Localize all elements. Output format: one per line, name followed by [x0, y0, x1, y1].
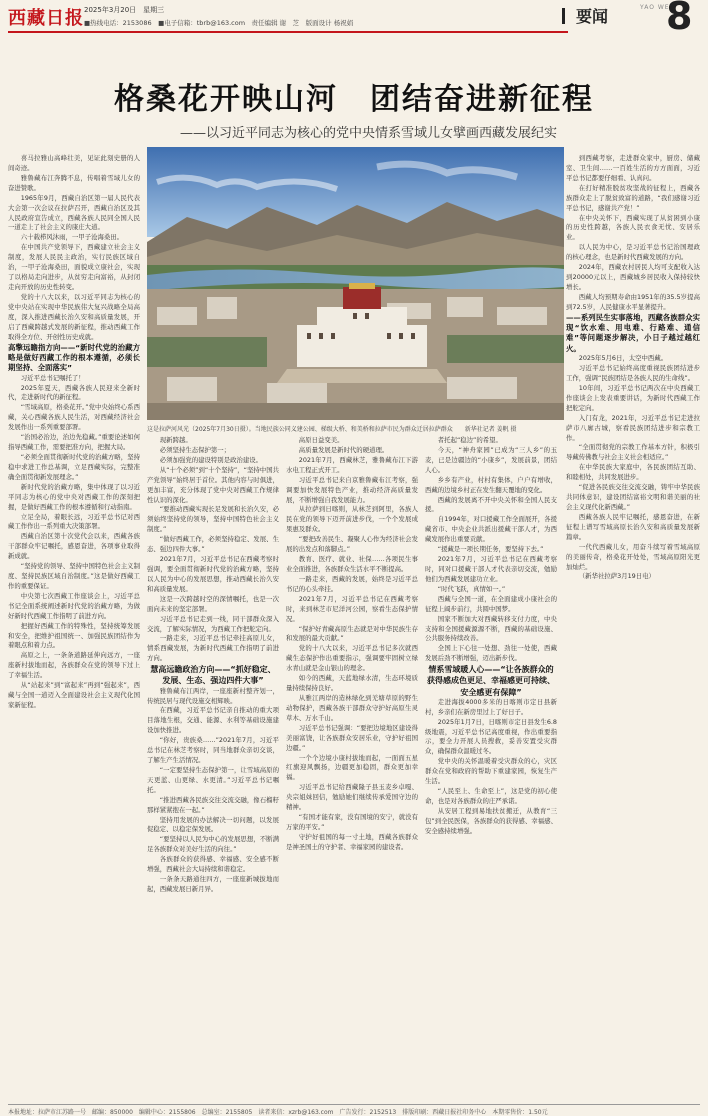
body-paragraph: 全国上下心往一处想、劲往一处使，西藏发展后劲不断增强，迈出新步伐。 [425, 644, 557, 663]
body-paragraph: 国家不断加大对西藏转移支付力度，中央支持和全国援藏源源不断，西藏的基础设施、公共服务持续改善。 [425, 614, 557, 643]
body-paragraph: “做好西藏工作，必须坚持稳定、发展、生态、强边四件大事。” [147, 535, 279, 554]
body-paragraph: 现新跨越。 [159, 436, 192, 444]
body-paragraph: 守护好祖国的每一寸土地，西藏各族群众是神圣国土的守护者、幸福家园的建设者。 [286, 832, 418, 851]
body-paragraph: 西藏的发展离不开中央关怀和全国人民支援。 [425, 495, 557, 514]
body-paragraph: “坚持党的领导、坚持中国特色社会主义制度、坚持民族区域自治制度。”这是做好西藏工作的重要保证。 [8, 562, 140, 590]
body-paragraph: 从安居工程到易地扶贫搬迁，从教育“三包”到全民医保，各族群众的获得感、幸福感、安全感持续增强。 [425, 806, 557, 835]
body-paragraph: 习近平总书记给西藏隆子县玉麦乡卓嘎、央宗姐妹回信，勉励她们继续传承爱国守边的精神。 [286, 783, 418, 812]
body-paragraph: 习近平总书记嘱托了！ [20, 373, 85, 382]
masthead-rule [8, 31, 568, 33]
body-paragraph: 必须坚持生态保护第一； [159, 445, 231, 454]
section-heading: ——系列民生实事落地，西藏各族群众实现“饮水难、用电难、行路难、通信难”等问题逐步解决，小日子越过越红火。 [566, 312, 700, 353]
body-paragraph: “保护好青藏高原生态就是对中华民族生存和发展的最大贡献。” [286, 624, 418, 643]
body-paragraph: 各族群众的获得感、幸福感、安全感不断增强，西藏社会大局持续和谐稳定。 [147, 855, 279, 874]
body-paragraph: 一个个边境小康村拔地而起，一面面五星红旗迎风飘扬，边疆更加稳固，群众更加幸福。 [286, 753, 418, 782]
body-paragraph: 入门有龙，2021年，习近平总书记走进拉萨市八廓古城，察看民族团结进步和宗教工作。 [566, 413, 700, 442]
body-paragraph: 中央第七次西藏工作座谈会上，习近平总书记全面系统阐述新时代党的治藏方略，为做好新时代西藏工作指明了前进方向。 [8, 591, 140, 620]
body-paragraph: 以人民为中心，是习近平总书记治国理政的核心理念，也是新时代西藏发展的方向。 [566, 243, 700, 262]
body-paragraph: “人民至上、生命至上”，这是党的初心使命，也是对各族群众的庄严承诺。 [425, 787, 557, 805]
body-paragraph: “要坚持以人民为中心的发展思想，不断满足各族群众对美好生活的向往。” [147, 835, 279, 854]
body-paragraph: 高质量发展是新时代的硬道理。 [298, 445, 389, 454]
body-paragraph: 从拉萨到日喀则，从林芝到阿里，各族人民在党的领导下迈开前进步伐，一个个发展成果惠及群众。 [286, 505, 418, 534]
body-paragraph: 从“十个必须”到“十个坚持”，“坚持中国共产党领导”始终居于首位。其他内容与时俱进，更加丰富，充分体现了党中央对西藏工作规律性认识的深化。 [147, 465, 279, 504]
body-paragraph: 坚持用发展的办法解决一切问题，以发展促稳定、以稳定保发展。 [147, 815, 279, 834]
body-paragraph: 雅鲁藏布江奔腾不息，传唱着雪域儿女的奋进赞歌。 [8, 173, 140, 192]
masthead [0, 0, 708, 40]
body-paragraph: 习近平总书记走到一线，同干部群众深入交流，了解实际情况，为西藏工作把舵定向。 [147, 614, 279, 633]
body-paragraph: 高原日益变美。 [298, 436, 344, 444]
body-paragraph: “时代飞跃，真情如一。” [437, 584, 506, 593]
body-paragraph: 新时代党的治藏方略，集中体现了以习近平同志为核心的党中央对西藏工作的深刻把握，是做好西藏工作的根本遵循和行动指南。 [8, 482, 140, 511]
body-paragraph: 习近平总书记强调：“要把边境地区建设得美丽富饶，让各族群众安居乐业，守护好祖国边疆。” [286, 723, 418, 752]
body-paragraph: “全面贯彻党的宗教工作基本方针，积极引导藏传佛教与社会主义社会相适应。” [566, 443, 700, 462]
newspaper-logo: 西藏日报 [8, 8, 84, 29]
body-paragraph: 2021年7月，习近平总书记在西藏考察时强调，要全面贯彻新时代党的治藏方略，坚持以人民为中心的发展思想，推动西藏长治久安和高质量发展。 [147, 555, 279, 593]
body-paragraph: 如今的西藏，天蓝地绿水清，生态环境质量持续保持良好。 [286, 674, 418, 693]
body-paragraph: 必须加强党的建设特别是政治建设。 [159, 455, 263, 464]
article-column-5 [566, 154, 700, 1100]
body-paragraph: 六十载栉风沐雨，一甲子沧海桑田。 [20, 233, 124, 242]
body-paragraph: 从雅江两岸的造林绿化到羌塘草原的野生动物保护，西藏各族干部群众守护好高原生灵草木、万水千山。 [286, 693, 418, 722]
body-paragraph: 从“站起来”到“富起来”再到“强起来”，西藏与全国一道迈入全面建设社会主义现代化国家新征程。 [8, 681, 140, 710]
body-paragraph: “要推动西藏实现长足发展和长治久安，必须始终坚持党的领导，坚持中国特色社会主义制度。” [147, 505, 279, 534]
body-paragraph: 今天，“神舟家园”已成为“三人乡”的玉麦，已是边疆边的“小康乡”，发展前景，团结人心。 [425, 445, 557, 474]
section-heading: 慧高远瞻政治方向——“抓好稳定、发展、生态、强边四件大事” [150, 665, 276, 686]
body-paragraph: “推进西藏各民族交往交流交融，像石榴籽那样紧紧抱在一起。” [147, 795, 279, 814]
contact-line: ■热线电话：2153086 ■电子信箱：tbrb@163.com 责任编辑 谢 芝 版面设计 杨祝娟 [84, 19, 354, 27]
body-paragraph: “促进各民族交往交流交融，铸牢中华民族共同体意识，建设团结富裕文明和谐美丽的社会主义现代化新西藏。” [566, 483, 700, 512]
body-paragraph: 2024年，西藏农村居民人均可支配收入达到20000元以上，西藏城乡居民收入保持较快增长。 [566, 263, 700, 291]
body-paragraph: “治国必治边，治边先稳藏。”重要论述如何指导西藏工作，需要把准方向，把握大局。 [8, 433, 140, 452]
body-paragraph: 10年间，习近平总书记两次在中央西藏工作座谈会上发表重要讲话，为新时代西藏工作把舵定向。 [566, 383, 700, 412]
body-paragraph: 党的十八大以来，习近平总书记多次就西藏生态保护作出重要指示，强调要牢固树立绿水青山就是金山银山的理念。 [286, 644, 418, 673]
body-paragraph: 2021年7月，西藏林芝，雅鲁藏布江下游水电工程正式开工。 [286, 455, 418, 474]
article-column-2 [147, 436, 279, 1100]
body-paragraph: 自1994年，对口援藏工作全面展开，各援藏省市、中央企业共派出援藏干部人才，为西藏发展作出重要贡献。 [425, 515, 557, 544]
body-paragraph: 2025年5月6日，太空中西藏。 [578, 354, 668, 363]
body-paragraph: 在打好精准脱贫攻坚战的征程上，西藏各族群众走上了脱贫致富的道路，“我们感谢习近平总书记，感谢共产党！” [566, 183, 700, 212]
body-paragraph: 一路走来，习近平总书记牵挂高原儿女，情系西藏发展，为新时代西藏工作指明了前进方向。 [147, 634, 279, 663]
body-paragraph: 雅鲁藏布江两岸，一座座新村整齐划一，传统民居与现代设施交相辉映。 [147, 686, 279, 705]
article-column-3 [286, 436, 418, 1100]
body-paragraph: 西藏各族人民牢记嘱托，感恩奋进，在新征程上谱写雪域高原长治久安和高质量发展新篇章。 [566, 512, 700, 541]
body-paragraph: 高原之上，一条条道路延伸向远方，一座座新村拔地而起，各族群众在党的领导下过上了幸福生活。 [8, 651, 140, 680]
body-paragraph: 1965年9月，西藏自治区第一届人民代表大会第一次会议在拉萨召开，西藏自治区及其人民政府宣告成立，西藏各族人民同全国人民一道走上了社会主义的康庄大道。 [8, 193, 140, 232]
photo-caption: 这是拉萨河风光（2025年7月30日摄）。当地民族公同义建公园、梯级大桥、和美桥和拉萨市民为群众迁居拉萨群众 新华社记者 姜帆 摄 [147, 426, 517, 433]
body-paragraph: 党中央的关怀温暖着受灾群众的心，灾区群众在党和政府的帮助下重建家园，恢复生产生活。 [425, 757, 557, 786]
body-paragraph: （新华社拉萨3月19日电） [578, 572, 655, 581]
lhasa-river-photo [147, 147, 564, 420]
body-paragraph: “一定要坚持生态保护第一，让雪域高原的天更蓝、山更绿、水更清。”习近平总书记嘱托。 [147, 765, 279, 794]
body-paragraph: 2021年7月，习近平总书记在西藏考察时，来到林芝市尼洋河公园，察看生态保护情况。 [286, 594, 418, 623]
body-paragraph: “必须全面贯彻新时代党的治藏方略，坚持稳中求进工作总基调，立足西藏实际，完整准确全面贯彻新发展理念。” [8, 452, 140, 481]
body-paragraph: 在西藏，习近平总书记亲自推动的重大项目落地生根，交通、能源、水利等基础设施建设加快推进。 [147, 706, 279, 735]
page-number: 8 [666, 0, 693, 38]
section-heading: 情系雪域暖人心——“让各族群众的获得感成色更足、幸福感更可持续、安全感更有保障” [427, 665, 555, 697]
body-paragraph: 习近平总书记来自京雅鲁藏布江考察，强调要加快发展特色产业，推动经济高质量发展，不断增强自我发展能力。 [286, 475, 418, 504]
section-heading: 高擎远瞻指方向——“新时代党的治藏方略是做好西藏工作的根本遵循，必须长期坚持、全面落实” [8, 342, 140, 373]
issue-date: 2025年3月20日 星期三 [84, 6, 165, 14]
body-paragraph: 西藏自治区第十次党代会以来，西藏各族干部群众牢记嘱托，感恩奋进，各项事业取得新成就。 [8, 532, 140, 561]
body-paragraph: 一路走来，西藏的发展，始终是习近平总书记的心头牵挂。 [286, 574, 418, 593]
section-divider [562, 8, 565, 24]
body-paragraph: 立足全局，着眼长远，习近平总书记对西藏工作作出一系列重大决策部署。 [8, 512, 140, 531]
body-paragraph: 习近平总书记始终高度重视民族团结进步工作，强调“民族团结是各族人民的生命线”。 [566, 364, 700, 383]
body-paragraph: “要把改善民生、凝聚人心作为经济社会发展的出发点和落脚点。” [286, 535, 418, 554]
body-paragraph: 2021年7月，习近平总书记在西藏考察时，同对口援藏干部人才代表亲切交流，勉励他们为西藏发展建功立业。 [425, 555, 557, 583]
body-paragraph: 走进海拔4000多米的日喀则市定日县新村，乡亲们在新房里过上了好日子。 [425, 697, 557, 716]
body-paragraph: 一条条天路通往四方，一座座新城拔地而起，西藏发展日新月异。 [147, 875, 279, 894]
article-column-1 [8, 154, 140, 1100]
body-paragraph: 2025年夏天，西藏各族人民迎来全新时代，走进新时代的新征程。 [8, 383, 140, 402]
article-headline: 格桑花开映山河 团结奋进新征程 [114, 82, 594, 117]
body-paragraph: 这是一次跨越时空的深情嘱托，也是一次面向未来的坚定部署。 [147, 594, 279, 613]
body-paragraph: 在中华民族大家庭中，各民族团结互助、和睦相处，共同发展进步。 [566, 463, 700, 482]
body-paragraph: “有国才能有家，没有国境的安宁，就没有万家的平安。” [286, 813, 418, 831]
body-paragraph: 在中央关怀下，西藏实现了从贫困到小康的历史性跨越，各族人民衣食无忧、安居乐业。 [566, 213, 700, 242]
article-subhead: ——以习近平同志为核心的党中央情系雪域儿女擘画西藏发展纪实 [180, 126, 558, 141]
section-title: 要闻 [576, 7, 609, 26]
body-paragraph: 教育、医疗、就业、社保……各项民生事业全面推进，各族群众生活水平不断提高。 [286, 555, 418, 573]
body-paragraph: 西藏人均预期寿命由1951年的35.5岁提高到72.5岁，人民健康水平显著提升。 [566, 292, 700, 311]
body-paragraph: 到西藏考察，走进群众家中，厨房、储藏室、卫生间……一百姓生活的方方面面，习近平总书记都要仔细看、认真问。 [566, 154, 700, 182]
body-paragraph: 喜马拉雅山高峰壮美，见证此刻史册的人间奇迹。 [8, 154, 140, 172]
body-paragraph: 在中国共产党领导下，西藏建立社会主义制度，发展人民民主政治，实行民族区域自治，一甲子沧海桑田，面貌成立康社会，实现了以格局走向进步，从贫穷走向富裕，从封闭走向开放的历史性转变。 [8, 243, 140, 291]
page-footer: 本报地址：拉萨市江苏路一号 邮编：850000 编辑中心：2155806 总编室：2155805 读者来信：xzrb@163.com 广告发行：2152513 排版印刷：西藏日报社印务中心 本期零售价：1.50元 [8, 1104, 700, 1116]
body-paragraph: 西藏与全国一道，在全面建成小康社会的征程上阔步前行，共圆中国梦。 [425, 594, 557, 613]
body-paragraph: 一代代西藏儿女，用奋斗续写着雪域高原的美丽传奇，格桑花开处处，雪域高原阳光更加灿烂。 [566, 542, 700, 571]
body-paragraph: 者托起“稳边”的希望。 [437, 436, 502, 444]
body-paragraph: 乡乡有产业，村村有集体，户户有增收，西藏的边境乡村正在发生翻天覆地的变化。 [425, 475, 557, 494]
body-paragraph: 2025年1月7日，日喀则市定日县发生6.8级地震，习近平总书记高度重视，作出重要指示，要全力开展人员搜救，妥善安置受灾群众，确保群众温暖过冬。 [425, 717, 557, 756]
body-paragraph: 把握好西藏工作的特殊性，坚持统筹发展和安全，把维护祖国统一、加强民族团结作为着眼点和着力点。 [8, 621, 140, 650]
body-paragraph: 党的十八大以来，以习近平同志为核心的党中央站在实现中华民族伟大复兴战略全局高度，深入推进西藏长治久安和高质量发展，开启了西藏跨越式发展的新征程，推动西藏工作取得全方位、开创性历史成就。 [8, 292, 140, 341]
body-paragraph: “你好，贵族桑……”2021年7月，习近平总书记在林芝考察时，同当地群众亲切交谈，了解生产生活情况。 [147, 736, 279, 765]
section-pinyin: YAO WEN [640, 4, 676, 11]
body-paragraph: “雪域高原，格桑花开。”党中央始终心系西藏，关心西藏各族人民生活，对西藏经济社会发展作出一系列重要部署。 [8, 403, 140, 432]
article-column-4 [425, 436, 557, 1100]
body-paragraph: “援藏是一项长期任务，要坚持下去。” [437, 545, 544, 554]
